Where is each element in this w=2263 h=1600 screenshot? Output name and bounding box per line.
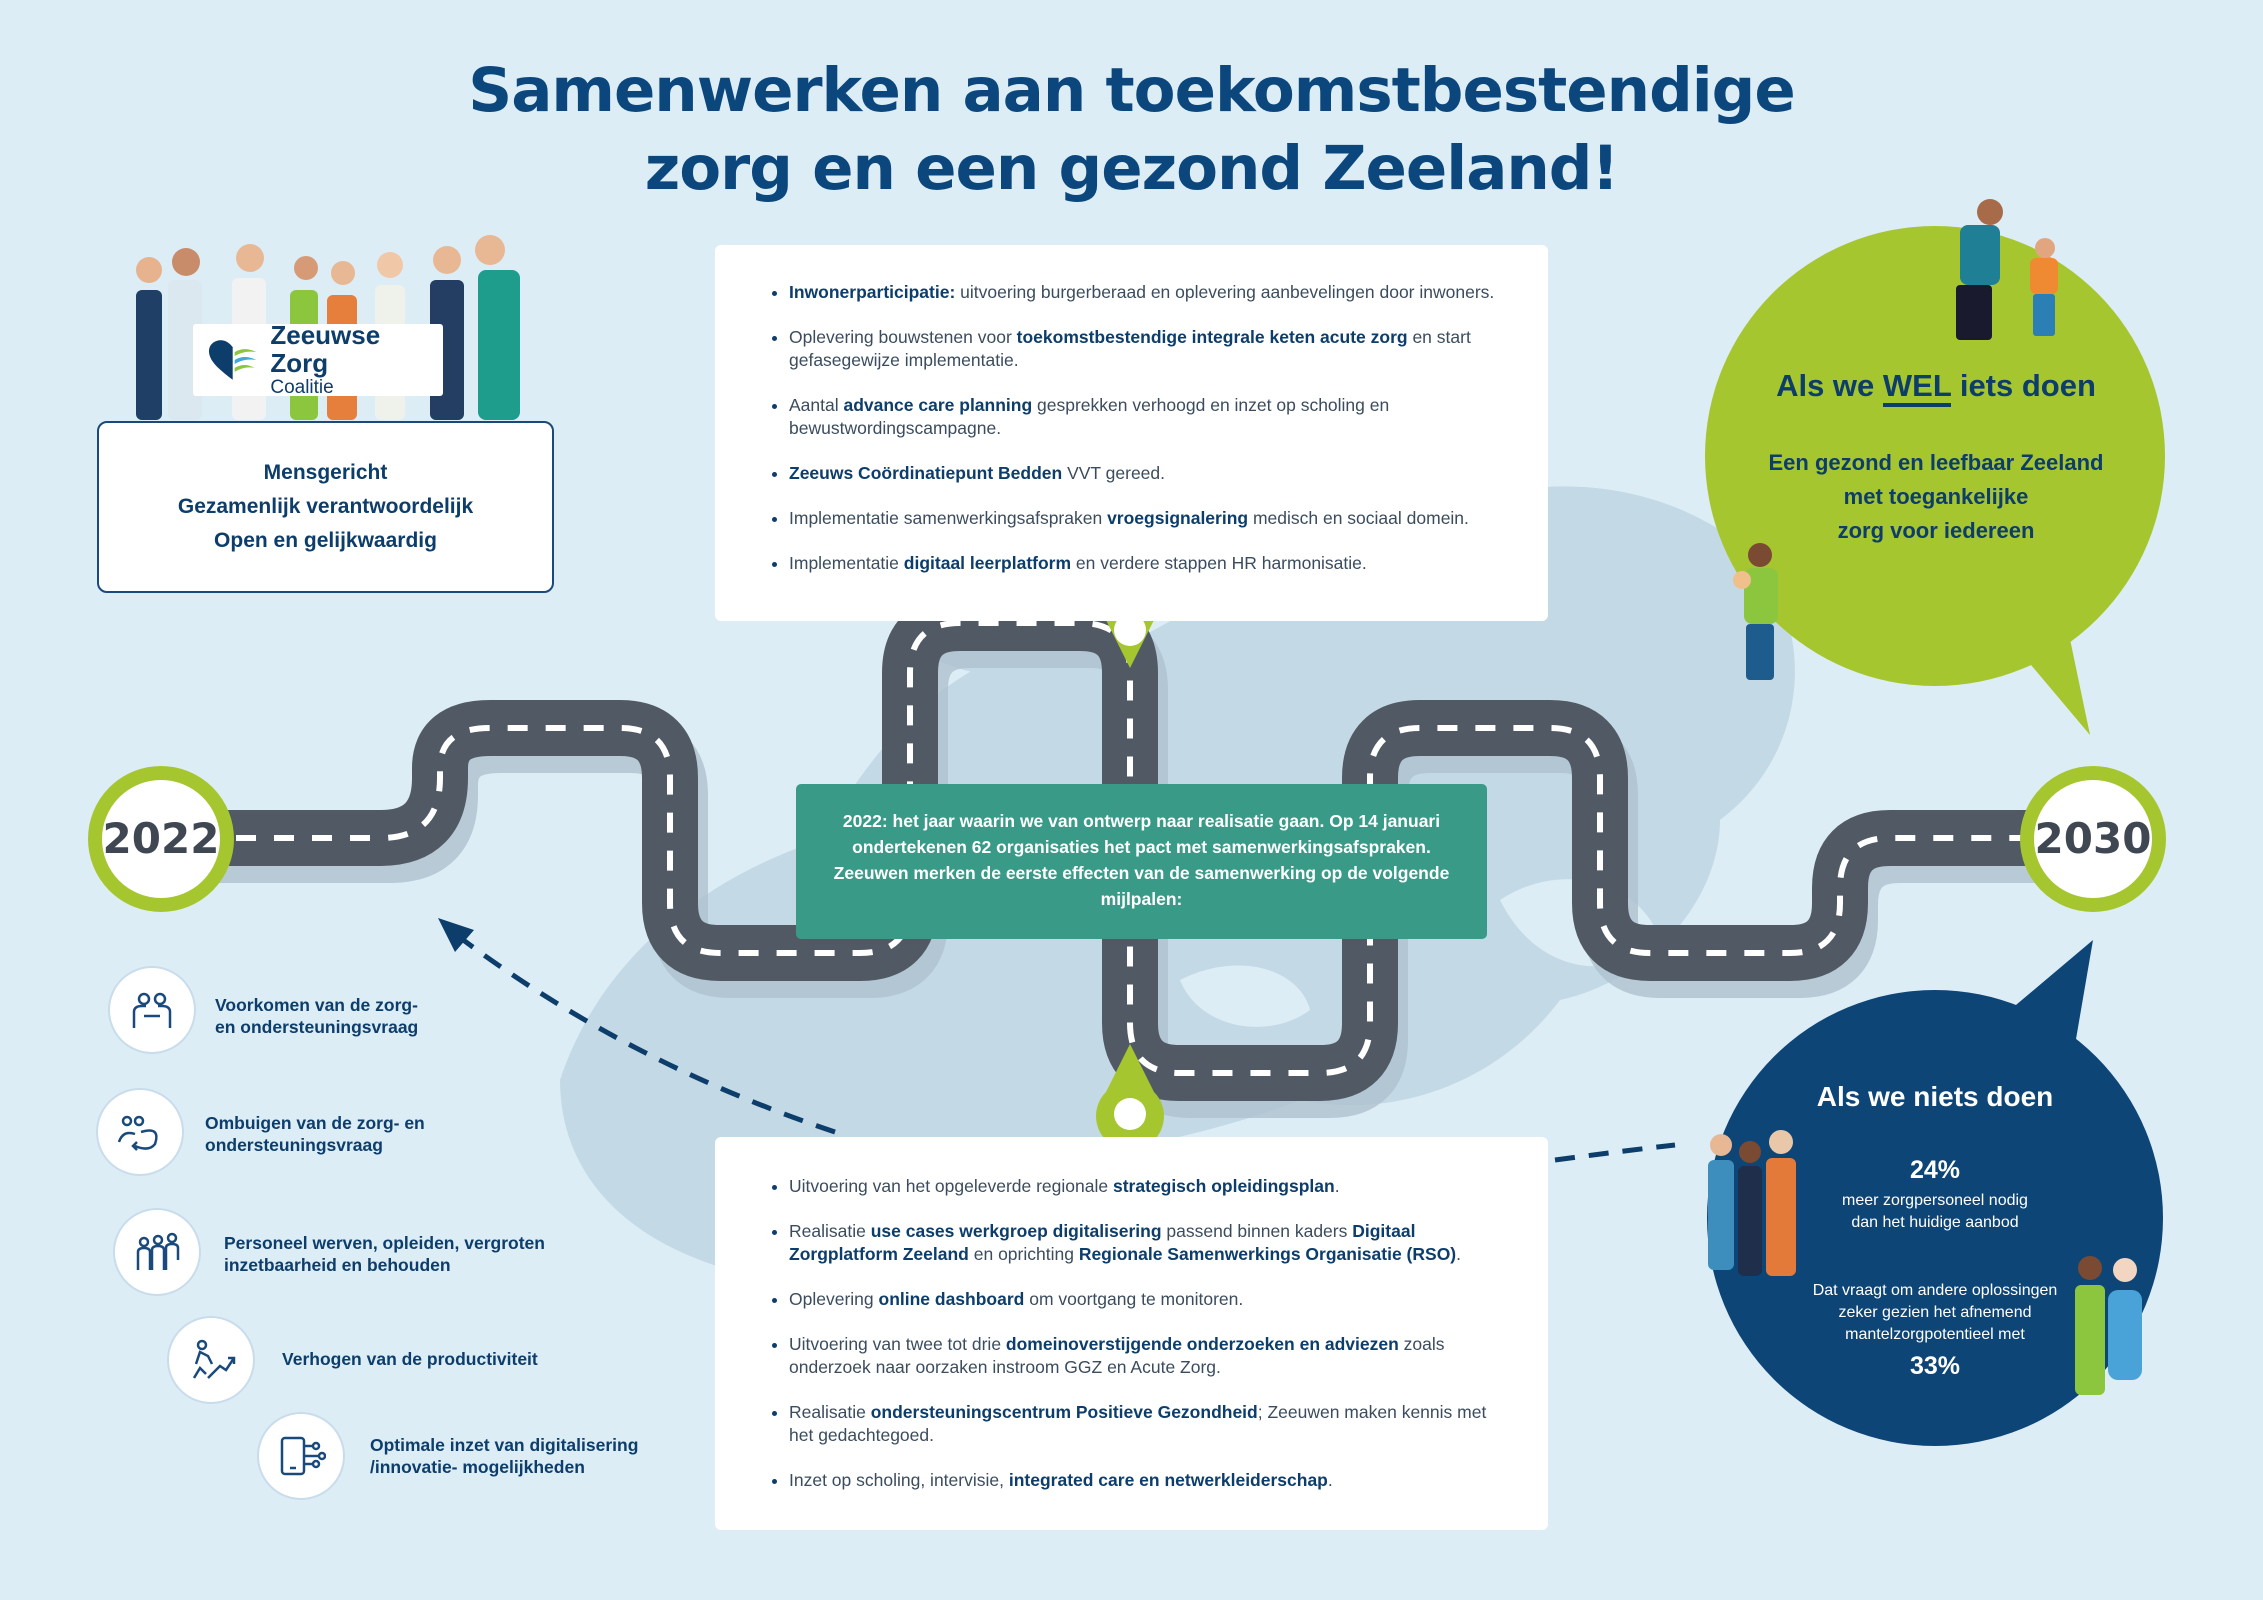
title-line-1: Samenwerken aan toekomstbestendige <box>468 55 1795 126</box>
milestone-item <box>789 1175 1508 1198</box>
green-line: met toegankelijke <box>1843 484 2029 509</box>
milestone-text: en verdere stappen HR harmonisatie. <box>1071 553 1367 573</box>
goal-line: ondersteuningsvraag <box>205 1135 383 1155</box>
heart-logo-icon <box>207 338 258 382</box>
milestone-text: Implementatie <box>789 553 904 573</box>
milestone-text: Oplevering bouwstenen voor <box>789 327 1017 347</box>
milestone-item <box>789 1288 1508 1311</box>
milestone-item <box>789 507 1508 530</box>
milestone-highlight: Zeeuws Coördinatiepunt Bedden <box>789 463 1063 483</box>
dashed-arrow-right <box>1555 1145 1675 1160</box>
green-bubble-title <box>1706 368 2166 404</box>
title-line-2: zorg en een gezond Zeeland! <box>644 133 1619 204</box>
goal-item <box>257 1412 345 1500</box>
goal-line: inzetbaarheid en behouden <box>224 1255 451 1275</box>
milestone-item <box>789 1333 1508 1379</box>
green-bubble-text <box>1706 446 2166 548</box>
goal-line: Optimale inzet van digitalisering <box>370 1435 639 1455</box>
goal-line: en ondersteuningsvraag <box>215 1017 419 1037</box>
stat-line: meer zorgpersoneel nodig <box>1842 1192 2028 1209</box>
end-year: 2030 <box>2034 814 2152 863</box>
milestone-text: . <box>1456 1244 1462 1264</box>
goal-line: Verhogen van de productiviteit <box>282 1349 538 1369</box>
staff-group-icon <box>113 1208 201 1296</box>
milestone-text: Realisatie <box>789 1221 871 1241</box>
milestone-text: medisch en sociaal domein. <box>1248 508 1469 528</box>
green-title-emphasis: WEL <box>1883 368 1951 407</box>
goal-label <box>282 1348 538 1370</box>
milestone-highlight: online dashboard <box>878 1289 1025 1309</box>
goal-item <box>113 1208 201 1296</box>
milestone-highlight: vroegsignalering <box>1107 508 1249 528</box>
milestone-highlight: integrated care en netwerkleiderschap <box>1008 1470 1328 1490</box>
milestone-item <box>789 326 1508 372</box>
milestone-text: ; Zeeuwen maken kennis met het gedachtegoed. <box>789 1402 1487 1445</box>
green-line: zorg voor iedereen <box>1837 518 2035 543</box>
milestone-text: Implementatie samenwerkingsafspraken <box>789 508 1108 528</box>
redirect-care-icon <box>96 1088 184 1176</box>
value-item: Gezamenlijk verantwoordelijk <box>177 495 474 518</box>
milestone-item <box>789 552 1508 575</box>
goal-label <box>370 1434 638 1478</box>
milestone-item <box>789 462 1508 485</box>
milestone-text: Oplevering <box>789 1289 879 1309</box>
stat-line: zeker gezien het afnemend <box>1838 1304 2032 1321</box>
milestones-bottom-list <box>755 1175 1508 1492</box>
milestone-item <box>789 394 1508 440</box>
blue-bubble-title: Als we niets doen <box>1816 1081 2054 1112</box>
milestone-item <box>789 1220 1508 1266</box>
productivity-icon <box>167 1316 255 1404</box>
coalition-logo <box>193 320 443 398</box>
goal-item <box>108 966 196 1054</box>
goal-item <box>167 1316 255 1404</box>
logo-name: Zeeuwse Zorg <box>270 320 381 378</box>
milestone-text: Uitvoering van het opgeleverde regionale <box>789 1176 1113 1196</box>
milestone-highlight: use cases werkgroep digitalisering <box>870 1221 1162 1241</box>
goal-label <box>224 1232 545 1276</box>
milestone-highlight: toekomstbestendige integrale keten acute zorg <box>1016 327 1408 347</box>
milestones-bottom-card <box>715 1137 1548 1530</box>
goal-item <box>96 1088 184 1176</box>
milestone-text: Realisatie <box>789 1402 871 1422</box>
milestone-highlight: Digitaal Zorgplatform Zeeland <box>789 1221 1416 1264</box>
value-item: Mensgericht <box>263 461 388 484</box>
stat-staff-text <box>1800 1190 2070 1234</box>
milestone-text: . <box>1334 1176 1340 1196</box>
stat-line: Dat vraagt om andere oplossingen <box>1812 1282 2058 1299</box>
goal-line: Personeel werven, opleiden, vergroten <box>224 1233 545 1253</box>
stat-line: mantelzorgpotentieel met <box>1845 1326 2025 1343</box>
milestone-highlight: Regionale Samenwerkings Organisatie (RSO) <box>1078 1244 1457 1264</box>
milestone-text: uitvoering burgerberaad en oplevering aanbevelingen door inwoners. <box>955 282 1495 302</box>
milestone-highlight: digitaal leerplatform <box>903 553 1072 573</box>
milestone-text: en start gefasegewijze implementatie. <box>789 327 1471 370</box>
goal-label <box>205 1112 425 1156</box>
people-support-icon <box>108 966 196 1054</box>
milestone-highlight: strategisch opleidingsplan <box>1112 1176 1335 1196</box>
start-year: 2022 <box>102 814 220 863</box>
green-title-post: iets doen <box>1951 368 2096 403</box>
goal-label <box>215 994 418 1038</box>
milestone-highlight: advance care planning <box>843 395 1033 415</box>
milestone-text: VVT gereed. <box>1062 463 1166 483</box>
milestone-item <box>789 281 1508 304</box>
value-item: Open en gelijkwaardig <box>214 529 437 552</box>
milestones-top-list <box>755 281 1508 575</box>
milestone-text: zoals onderzoek naar oorzaken instroom GGZ en Acute Zorg. <box>789 1334 1445 1377</box>
milestone-item <box>789 1401 1508 1447</box>
milestone-text: en oprichting <box>968 1244 1079 1264</box>
stat-caregiver-text <box>1790 1280 2080 1346</box>
digital-innovation-icon <box>257 1412 345 1500</box>
goal-line: Voorkomen van de zorg- <box>215 995 418 1015</box>
core-values-box <box>97 421 554 593</box>
logo-text <box>270 321 443 399</box>
green-title-pre: Als we <box>1776 368 1883 403</box>
page-title <box>0 52 2263 208</box>
milestone-highlight: ondersteuningscentrum Positieve Gezondheid <box>870 1402 1258 1422</box>
milestone-text: passend binnen kaders <box>1161 1221 1353 1241</box>
milestone-text: . <box>1327 1470 1333 1490</box>
milestone-text: om voortgang te monitoren. <box>1024 1289 1244 1309</box>
logo-subtitle: Coalitie <box>270 377 334 398</box>
goal-line: /innovatie- mogelijkheden <box>370 1457 585 1477</box>
stat-staff-percentage: 24% <box>1909 1156 1961 1184</box>
green-line: Een gezond en leefbaar Zeeland <box>1768 450 2104 475</box>
intro-box: 2022: het jaar waarin we van ontwerp naar realisatie gaan. Op 14 januari ondertekenen 62 organisaties het pact met samenwerkingsafspraken. Zeeuwen merken de eerste effecten van de samenwerking op de volgende mijlpalen: <box>796 784 1487 939</box>
goal-line: Ombuigen van de zorg- en <box>205 1113 425 1133</box>
stat-line: dan het huidige aanbod <box>1851 1214 2019 1231</box>
milestone-highlight: domeinoverstijgende onderzoeken en adviezen <box>1005 1334 1399 1354</box>
milestone-text: gesprekken verhoogd en inzet op scholing en bewustwordingscampagne. <box>789 395 1390 438</box>
milestones-top-card <box>715 245 1548 621</box>
milestone-item <box>789 1469 1508 1492</box>
milestone-text: Uitvoering van twee tot drie <box>789 1334 1006 1354</box>
stat-caregiver-percentage: 33% <box>1909 1352 1961 1380</box>
milestone-text: Inzet op scholing, intervisie, <box>789 1470 1009 1490</box>
milestone-text: Aantal <box>789 395 844 415</box>
milestone-highlight: Inwonerparticipatie: <box>789 282 956 302</box>
